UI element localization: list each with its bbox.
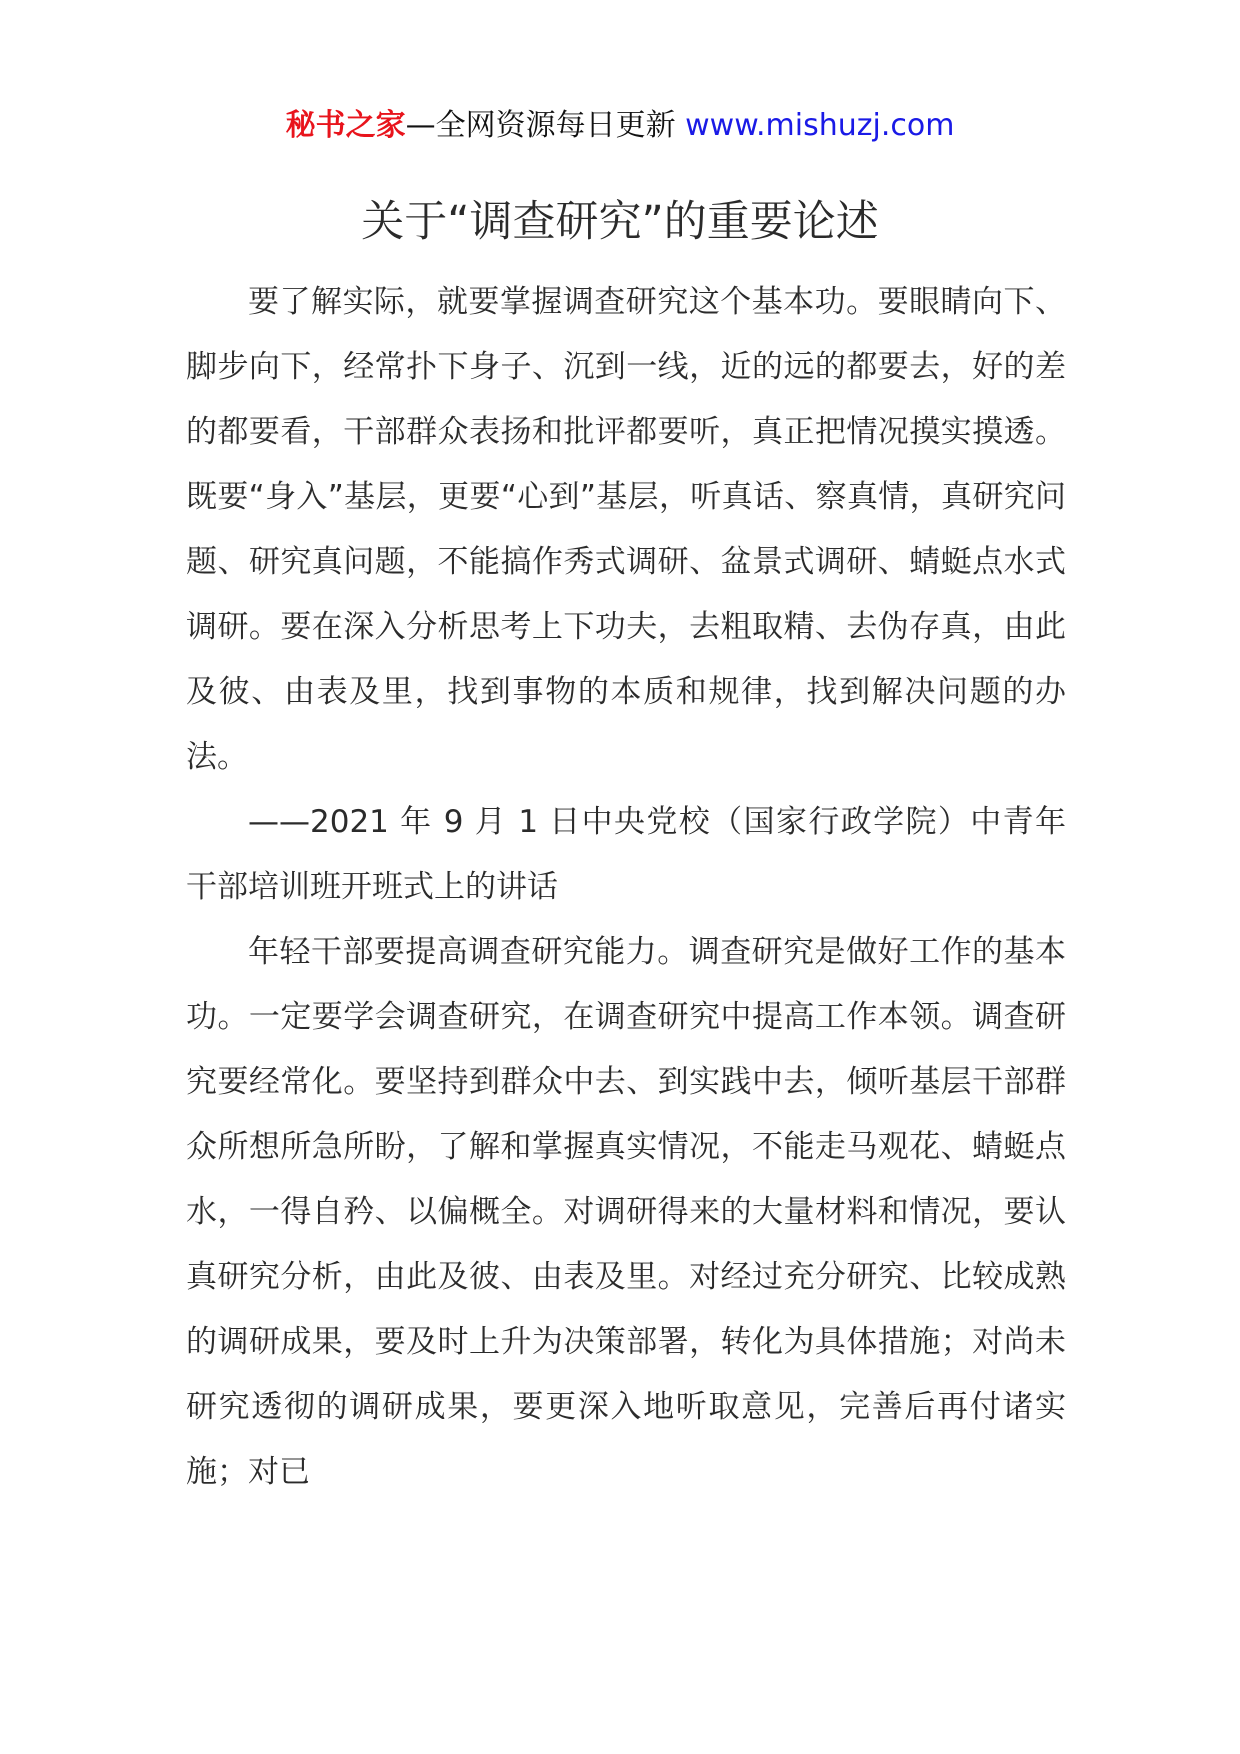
paragraph-1: 要了解实际，就要掌握调查研究这个基本功。要眼睛向下、脚步向下，经常扑下身子、沉到一线，近的远的都要去，好的差的都要看，干部群众表扬和批评都要听，真正把情况摸实摸透。既要“身入”基层，更要“心到”基层，听真话、察真情，真研究问题、研究真问题，不能搞作秀式调研、盆景式调研、蜻蜓点水式调研。要在深入分析思考上下功夫，去粗取精、去伪存真，由此及彼、由表及里，找到事物的本质和规律，找到解决问题的办法。 bbox=[186, 284, 1066, 775]
header-tagline: —全网资源每日更新 bbox=[405, 108, 686, 143]
document-title: 关于“调查研究”的重要论述 bbox=[361, 197, 879, 247]
site-header bbox=[0, 104, 1240, 148]
document-body bbox=[186, 270, 1066, 1505]
paragraph-2-source: ——2021 年 9 月 1 日中央党校（国家行政学院）中青年干部培训班开班式上的讲话 bbox=[186, 804, 1066, 905]
brand-name: 秘书之家 bbox=[285, 108, 406, 143]
paragraph-3: 年轻干部要提高调查研究能力。调查研究是做好工作的基本功。一定要学会调查研究，在调查研究中提高工作本领。调查研究要经常化。要坚持到群众中去、到实践中去，倾听基层干部群众所想所急所盼，了解和掌握真实情况，不能走马观花、蜻蜓点水，一得自矜、以偏概全。对调研得来的大量材料和情况，要认真研究分析，由此及彼、由表及里。对经过充分研究、比较成熟的调研成果，要及时上升为决策部署，转化为具体措施；对尚未研究透彻的调研成果，要更深入地听取意见，完善后再付诸实施；对已 bbox=[186, 934, 1066, 1490]
site-url-link[interactable]: www.mishuzj.com bbox=[685, 108, 955, 143]
